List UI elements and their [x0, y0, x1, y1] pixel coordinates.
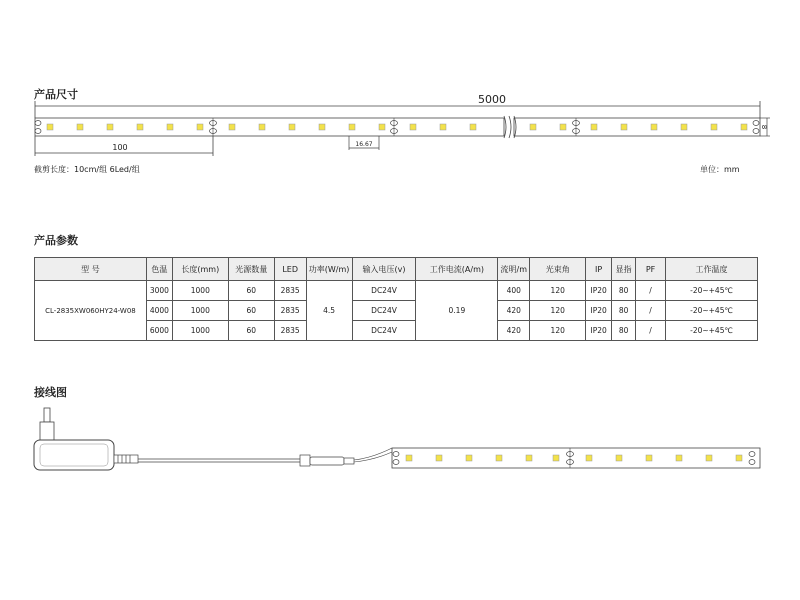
total-length-label: 5000: [478, 93, 506, 106]
led: [676, 455, 682, 461]
wiring-strip: [392, 448, 760, 468]
led: [651, 124, 657, 130]
header-pf: PF: [636, 258, 666, 281]
cut-info-note: 截剪长度：10cm/组 6Led/组: [34, 165, 140, 174]
led-cell: 2835: [274, 281, 306, 301]
wiring-diagram: [0, 400, 800, 520]
led: [470, 124, 476, 130]
led-cell: 2835: [274, 301, 306, 321]
led: [741, 124, 747, 130]
led: [197, 124, 203, 130]
cable-strain-relief: [114, 455, 138, 463]
header-current: 工作电流(A/m): [416, 258, 498, 281]
led: [711, 124, 717, 130]
beam-cell: 120: [530, 301, 586, 321]
cct-cell: 3000: [146, 281, 172, 301]
header-cri: 显指: [612, 258, 636, 281]
cri-cell: 80: [612, 301, 636, 321]
spec-table: [34, 257, 758, 341]
plug-icon: [40, 408, 54, 444]
beam-cell: 120: [530, 321, 586, 341]
strip-segment-left: [35, 118, 504, 136]
voltage-cell: DC24V: [352, 301, 416, 321]
led: [137, 124, 143, 130]
header-lumen: 流明/m: [498, 258, 530, 281]
model-cell: CL-2835XW060HY24-W08: [35, 281, 147, 341]
header-led: LED: [274, 258, 306, 281]
cri-cell: 80: [612, 281, 636, 301]
temp-cell: -20~+45℃: [666, 301, 758, 321]
length-cell: 1000: [172, 301, 228, 321]
length-cell: 1000: [172, 281, 228, 301]
led: [289, 124, 295, 130]
lumen-cell: 420: [498, 301, 530, 321]
header-beam: 光束角: [530, 258, 586, 281]
ip-cell: IP20: [586, 301, 612, 321]
table-row: [35, 281, 758, 301]
header-power: 功率(W/m): [306, 258, 352, 281]
header-length: 长度(mm): [172, 258, 228, 281]
params-section-title: 产品参数: [34, 234, 78, 247]
qty-cell: 60: [228, 301, 274, 321]
led: [526, 455, 532, 461]
header-model: 型 号: [35, 258, 147, 281]
cri-cell: 80: [612, 321, 636, 341]
led: [349, 124, 355, 130]
led: [736, 455, 742, 461]
temp-cell: -20~+45℃: [666, 281, 758, 301]
voltage-cell: DC24V: [352, 321, 416, 341]
led: [107, 124, 113, 130]
led-cell: 2835: [274, 321, 306, 341]
led: [496, 455, 502, 461]
cct-cell: 4000: [146, 301, 172, 321]
lumen-cell: 420: [498, 321, 530, 341]
pf-cell: /: [636, 321, 666, 341]
break-mark-2: [509, 116, 511, 138]
strip-lead-wire: [354, 448, 392, 460]
led: [591, 124, 597, 130]
header-ip: IP: [586, 258, 612, 281]
led: [553, 455, 559, 461]
header-cct: 色温: [146, 258, 172, 281]
size-section-title: 产品尺寸: [34, 88, 78, 101]
header-temp: 工作温度: [666, 258, 758, 281]
header-voltage: 输入电压(v): [352, 258, 416, 281]
temp-cell: -20~+45℃: [666, 321, 758, 341]
strip-dimension-drawing: [0, 0, 800, 230]
power-adapter-icon: [34, 440, 114, 470]
lumen-cell: 400: [498, 281, 530, 301]
led: [406, 455, 412, 461]
led: [706, 455, 712, 461]
led: [466, 455, 472, 461]
led: [436, 455, 442, 461]
current-cell: 0.19: [416, 281, 498, 341]
wiring-section-title: 接线图: [34, 386, 67, 399]
led: [259, 124, 265, 130]
led: [77, 124, 83, 130]
led: [47, 124, 53, 130]
cut-length-label: 100: [112, 143, 128, 152]
table-header-row: [35, 258, 758, 281]
header-qty: 光源数量: [228, 258, 274, 281]
led: [229, 124, 235, 130]
led: [410, 124, 416, 130]
led: [560, 124, 566, 130]
beam-cell: 120: [530, 281, 586, 301]
led: [586, 455, 592, 461]
qty-cell: 60: [228, 321, 274, 341]
length-cell: 1000: [172, 321, 228, 341]
ip-cell: IP20: [586, 281, 612, 301]
led: [616, 455, 622, 461]
led: [530, 124, 536, 130]
led: [167, 124, 173, 130]
pf-cell: /: [636, 301, 666, 321]
pf-cell: /: [636, 281, 666, 301]
qty-cell: 60: [228, 281, 274, 301]
led: [681, 124, 687, 130]
led: [621, 124, 627, 130]
led: [646, 455, 652, 461]
led: [440, 124, 446, 130]
dc-connector-icon: [300, 455, 354, 466]
power-cell: 4.5: [306, 281, 352, 341]
voltage-cell: DC24V: [352, 281, 416, 301]
cct-cell: 6000: [146, 321, 172, 341]
strip-segment-right: [514, 118, 760, 136]
led: [379, 124, 385, 130]
led: [319, 124, 325, 130]
ip-cell: IP20: [586, 321, 612, 341]
unit-note: 单位：mm: [700, 165, 740, 174]
width-label: 8: [760, 124, 768, 130]
led-pitch-label: 16.67: [355, 141, 373, 148]
